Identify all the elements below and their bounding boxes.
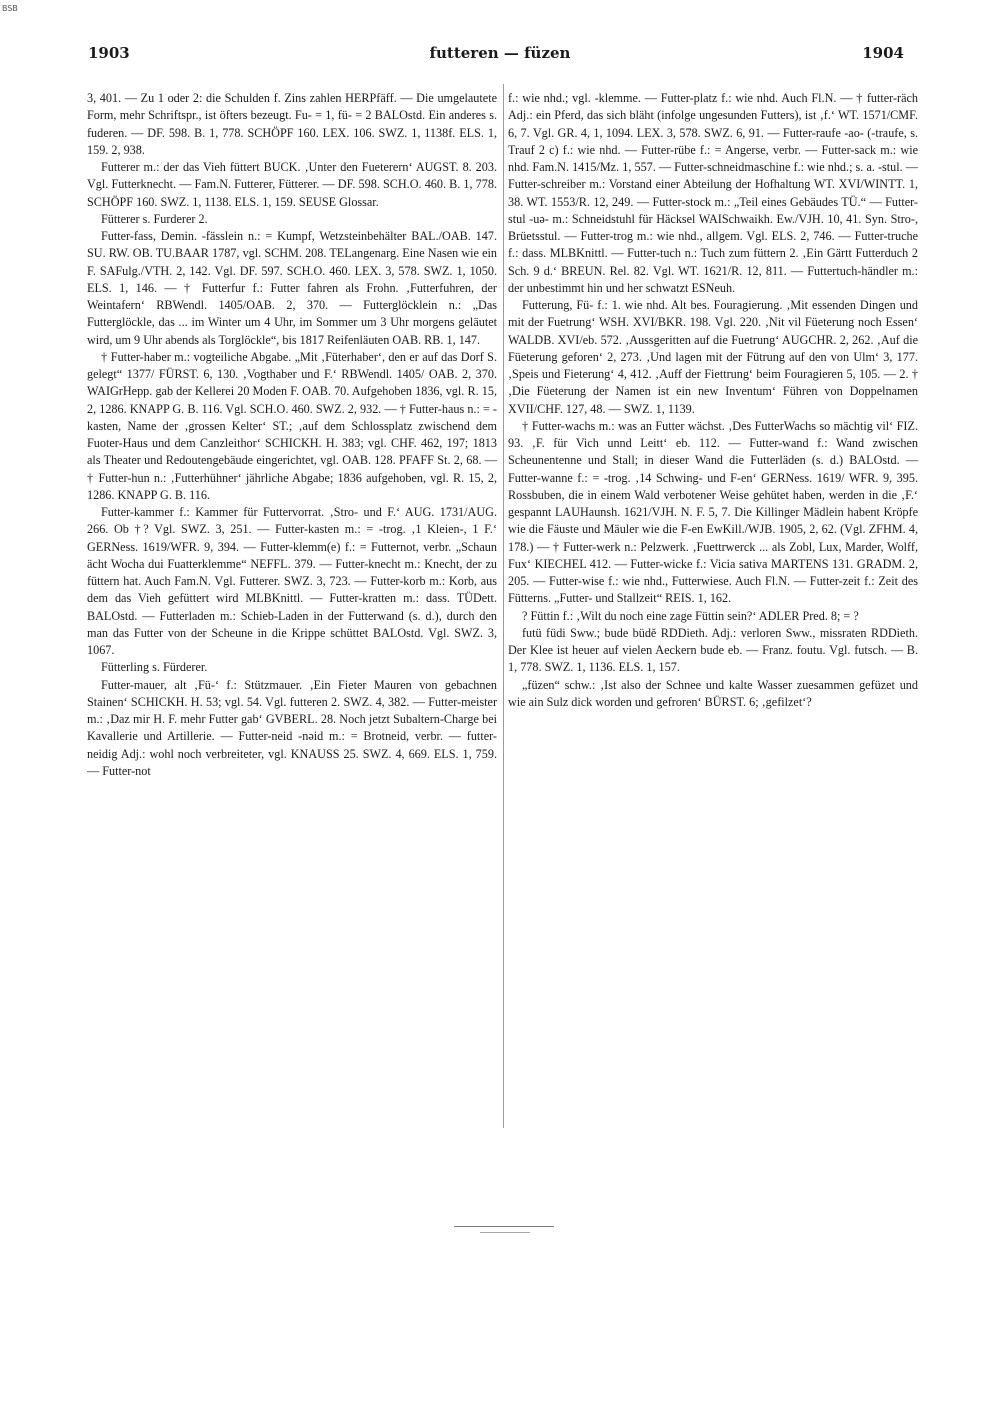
- entry-paragraph: Futter-mauer, alt ‚Fü-‘ f.: Stützmauer. ‚Ein Fieter Mauren von gebachnen Stainen‘ SCHICKH. H. 53; vgl. 54. Vgl. futteren 2. SWZ. 4, 382. — Futter-meister m.: ‚Daz mir H. F. mehr Futter gab‘ GVBERL. 28. Noch jetzt Subaltern-Charge bei Kavallerie und Artillerie. — Futter-neid -nəid m.: = Brotneid, verbr. — futter-neidig Adj.: wohl noch verbreiteter, vgl. KNAUSS 25. SWZ. 4, 669. ELS. 1, 759. — Futter-not: [87, 677, 497, 778]
- library-stamp: BSB: [2, 4, 18, 13]
- entry-paragraph: Fütterling s. Fürderer.: [101, 660, 208, 675]
- entry-paragraph: Futter-kammer f.: Kammer für Futtervorrat. ‚Stro- und F.‘ AUG. 1731/AUG. 266. Ob †? Vgl. SWZ. 3, 251. — Futter-kasten m.: = -trog. ‚1 Kleien-, 1 F.‘ GERNess. 1619/WFR. 9, 394. — Futter-klemm(e) f.: = Futternot, verbr. „Schaun ächt Wocha dui Fuatterklemme“ NEFFL. 379. — Futter-knecht m.: Knecht, der zu füttern hat. Auch Fam.N. Vgl. Futterer. SWZ. 3, 723. — Futter-korb m.: Korb, aus dem das Vieh gefüttert wird MLBKnittl. — Futter-kratten m.: dass. TÜDett. BALOstd. — Futterladen m.: Schieb-Laden in der Futterwand (s. d.), durch den man das Futter von der Scheune in die Krippe schüttet BALOstd. Vgl. SWZ. 3, 1067.: [87, 505, 497, 657]
- entry-paragraph: 3, 401. — Zu 1 oder 2: die Schulden f. Zins zahlen HERPfäff. — Die umgelautete Form, mehr Schriftspr., ist öfters bezeugt. Fu- = 1, fü- = 2 BALOstd. Ein anderes s. fuderen. — DF. 598. B. 1, 778. SCHÖPF 160. LEX. 106. SWZ. 1, 1138f. ELS. 1, 159. 2, 938.: [87, 91, 497, 157]
- entry-paragraph: † Futter-haber m.: vogteiliche Abgabe. „Mit ‚Füterhaber‘, den er auf das Dorf S. gelegt“ 1377/ FÜRST. 6, 130. ‚Vogthaber und F.‘ RBWendl. 1405/ OAB. 2, 370. WAIGrHepp. gab der Kellerei 20 Moden F. OAB. 70. Aufgehoben 1836, vgl. R. 15, 2, 1286. KNAPP G. B. 116. Vgl. SCH.O. 460. SWZ. 2, 932. — † Futter-haus n.: = -kasten, Name der ‚grossen Kelter‘ ST.; ‚auf dem Schlossplatz zwischend dem Fuoter-Haus und dem Canzleithor‘ SCHICKH. H. 383; vgl. CHF. 462, 197; 1813 als Theater und Redoutengebäude eingerichtet, vgl. OAB. 128. PFAFF St. 2, 68. — † Futter-hun n.: ‚Futterhühner‘ jährliche Abgabe; 1836 aufgehoben, vgl. R. 15, 2, 1286. KNAPP G. B. 116.: [87, 349, 497, 502]
- column-divider: [503, 84, 504, 1128]
- entry-paragraph: Futter-fass, Demin. -fässlein n.: = Kumpf, Wetzsteinbehälter BAL./OAB. 147. SU. RW. OB. TU.BAAR 1787, vgl. SCHM. 208. TELangenarg. Eine Nasen wie ein F. SAFulg./VTH. 2, 142. Vgl. DF. 597. SCH.O. 460. LEX. 3, 578. SWZ. 1, 1050. ELS. 1, 146. — † Futterfur f.: Futter fahren als Frohn. ‚Futterfuhren, der Weintafern‘ RBWendl. 1405/OAB. 2, 370. — Futterglöcklein n.: „Das Futterglöckle, das ... im Winter um 4 Uhr, im Sommer um 3 Uhr morgens geläutet wird, um 9 Uhr abends als Torglöckle“, bis 1817 Reifenläuten OAB. RB. 1, 147.: [87, 229, 497, 347]
- page-number-right: 1904: [862, 44, 904, 62]
- entry-paragraph: Fütterer s. Furderer 2.: [101, 211, 208, 226]
- entry-paragraph: † Futter-wachs m.: was an Futter wächst. ‚Des FutterWachs so mächtig vil‘ FIZ. 93. ‚F. für Vich unnd Leitt‘ eb. 112. — Futter-wand f.: Wand zwischen Scheunentenne und Stall; in dieser Wand die Futterläden (s. d.) BALOstd. — Futter-wanne f.: = -trog. ‚14 Schwing- und F-en‘ GERNess. 1619/ WFR. 9, 395. Rossbuben, die in einem Wald verbotener Weise gehütet haben, werden in die ‚F.‘ gespannt LAUHaunsh. 1621/VJH. N. F. 5, 7. Die Killinger Mädlein habent Kröpfe wie die Fäuste und Mäuler wie die F-en EwKill./WJB. 1905, 2, 62. (Vgl. ZFHM. 4, 178.) — † Futter-werk n.: Pelzwerk. ‚Fuettrwerck ... als Zobl, Lux, Marder, Wolff, Fux‘ KIECHEL 412. — Futter-wicke f.: Vicia sativa MARTENS 131. GRADM. 2, 205. — Futter-wise f.: wie nhd., Futterwiese. Auch Fl.N. — Futter-zeit f.: Zeit des Fütterns. „Futter- und Stallzeit“ REIS. 1, 162.: [508, 418, 918, 606]
- page-number-left: 1903: [88, 44, 130, 62]
- end-rule-short: [480, 1232, 530, 1233]
- entry-paragraph: futü füdi Sww.; bude büdě RDDieth. Adj.: verloren Sww., missraten RDDieth. Der Klee ist heuer auf vielen Aeckern bude eb. — Franz. foutu. Vgl. futsch. — B. 1, 778. SWZ. 1, 1136. ELS. 1, 157.: [508, 625, 918, 675]
- end-rule: [454, 1226, 554, 1227]
- entry-paragraph: „füzen“ schw.: ‚Ist also der Schnee und kalte Wasser zuesammen gefüzet und wie ain Sulz dick worden und gefroren‘ BÜRST. 6; ‚gefilzet‘?: [508, 677, 918, 709]
- entry-paragraph: f.: wie nhd.; vgl. -klemme. — Futter-platz f.: wie nhd. Auch Fl.N. — † futter-räch Adj.: ein Pferd, das sich bläht (infolge ungesunden Futters), ist ‚f.‘ WT. 1571/CMF. 6, 7. Vgl. GR. 4, 1, 1094. LEX. 3, 578. SWZ. 6, 91. — Futter-raufe -ao- (-traufe, s. Trauf 2 c) f.: wie nhd. — Futter-rübe f.: = Angerse, verbr. — Futter-sack m.: wie nhd. Fam.N. 1415/Mz. 1, 557. — Futter-schneidmaschine f.: wie nhd.; s. a. -stul. — Futter-schreiber m.: Vorstand einer Abteilung der Hofhaltung WT. XVI/WINTT. 1, 38. WT. 1553/R. 12, 249. — Futter-stock m.: „Teil eines Gebäudes TÜ.“ — Futter-stul -uə- m.: Schneidstuhl für Häcksel WAISchwaikh. Ew./VJH. 10, 41. Syn. Stro-, Brüetsstul. — Futter-trog m.: wie nhd., allgem. Vgl. ELS. 2, 746. — Futter-truche f.: dass. MLBKnittl. — Futter-tuch n.: Tuch zum füttern 2. ‚Ein Gärtt Futterduch 2 Sch. 9 d.‘ BREUN. Rel. 82. Vgl. WT. 1621/R. 12, 811. — Futtertuch-händler m.: der unbestimmt hin und her schwatzt ESNeuh.: [508, 91, 918, 295]
- left-column: [87, 90, 497, 780]
- entry-paragraph: Futterer m.: der das Vieh füttert BUCK. ‚Unter den Fueterern‘ AUGST. 8. 203. Vgl. Futterknecht. — Fam.N. Futterer, Fütterer. — DF. 598. SCH.O. 460. B. 1, 778. SCHÖPF 160. SWZ. 1, 1138. ELS. 1, 159. SEUSE Glossar.: [87, 160, 497, 209]
- running-title: futteren — füzen: [429, 44, 571, 62]
- entry-paragraph: ? Füttin f.: ‚Wilt du noch eine zage Füttin sein?‘ ADLER Pred. 8; = ?: [522, 608, 859, 623]
- right-column: [508, 90, 918, 711]
- entry-paragraph: Futterung, Fü- f.: 1. wie nhd. Alt bes. Fouragierung. ‚Mit essenden Dingen und mit der Fuetrung‘ WSH. XVI/BKR. 198. Vgl. 220. ‚Nit vil Füeterung noch Essen‘ WALDB. XVI/eb. 572. ‚Aussgeritten auf die Fuetrung‘ AUGCHR. 2, 262. ‚Auf die Füeterung geforen‘ 2, 273. ‚Und lagen mit der Fütrung auf den von Ulm‘ 3, 177. ‚Speis und Fieterung‘ 4, 412. ‚Auff der Fiettrung‘ beim Fouragieren 5, 105. — 2. † ‚Die Füeterung der Namen ist ein new Inventum‘ Führen von Doppelnamen XVII/CHF. 127, 48. — SWZ. 1, 1139.: [508, 298, 918, 416]
